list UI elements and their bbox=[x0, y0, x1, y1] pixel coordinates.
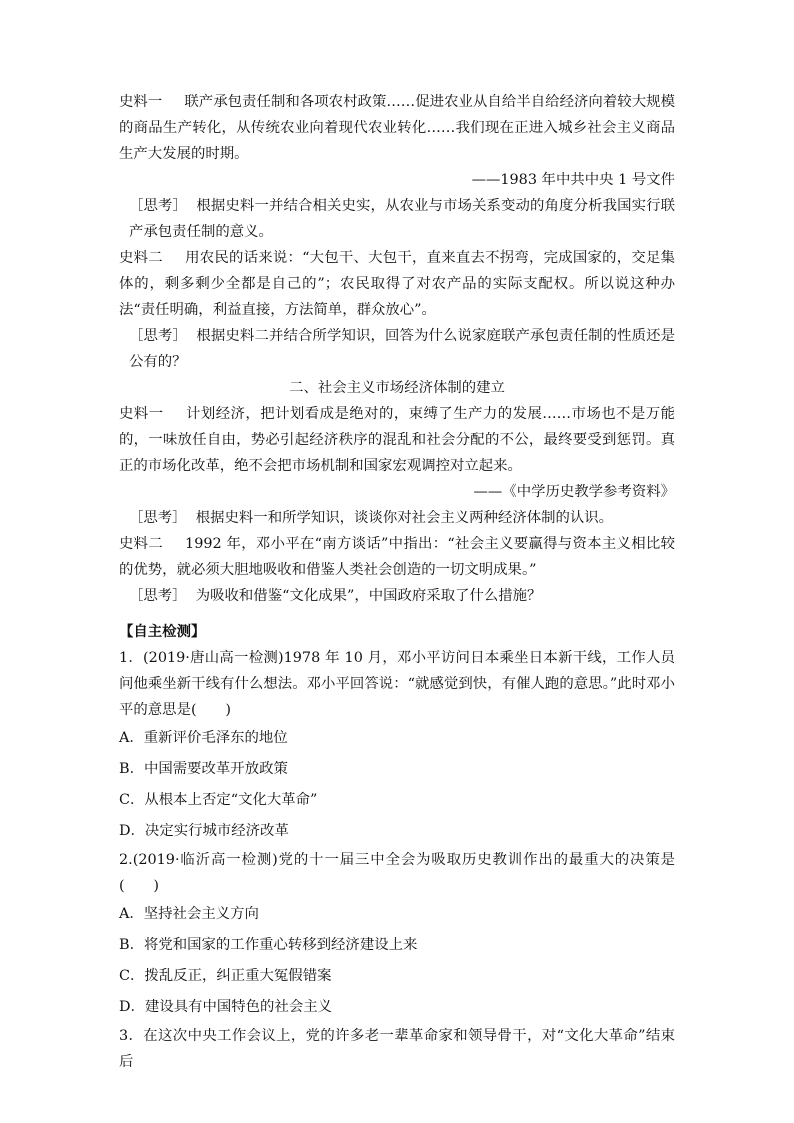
source-label: 史料一 bbox=[119, 406, 164, 422]
think-text: 根据史料一并结合相关史实，从农业与市场关系变动的角度分析我国实行联产承包责任制的意义。 bbox=[129, 198, 675, 240]
part2-source2 bbox=[119, 531, 675, 583]
part1-source1 bbox=[119, 89, 675, 167]
question-2-option-b[interactable]: B．将党和国家的工作重心转移到经济建设上来 bbox=[119, 937, 418, 953]
question-2-option-d[interactable]: D．建设具有中国特色的社会主义 bbox=[119, 999, 333, 1015]
question-1: 1．(2019·唐山高一检测)1978 年 10 月，邓小平访问日本乘坐日本新干线，工作人员问他乘坐新干线有什么想法。邓小平回答说：“就感觉到快，有催人跑的意思。”此时邓小平的意思是( ) bbox=[119, 650, 675, 718]
think-text: 为吸收和借鉴“文化成果”，中国政府采取了什么措施？ bbox=[195, 588, 542, 604]
part2-source1 bbox=[119, 401, 675, 479]
source-label: 史料二 bbox=[119, 250, 163, 266]
think-label: ［思考］ bbox=[129, 510, 187, 526]
section-heading: 二、社会主义市场经济体制的建立 bbox=[289, 380, 505, 396]
part1-think2 bbox=[119, 323, 675, 375]
source-text: 计划经济，把计划看成是绝对的，束缚了生产力的发展……市场也不是万能的，一味放任自由，势必引起经济秩序的混乱和社会分配的不公，最终要受到惩罚。真正的市场化改革，绝不会把市场机制和国家宏观调控对立起来。 bbox=[119, 406, 675, 474]
question-3: 3．在这次中央工作会议上，党的许多老一辈革命家和领导骨干，对“文化大革命”结束后 bbox=[119, 1028, 675, 1070]
think-text: 根据史料二并结合所学知识，回答为什么说家庭联产承包责任制的性质还是公有的？ bbox=[129, 328, 675, 370]
part1-source2 bbox=[119, 245, 675, 323]
question-2-option-a[interactable]: A．坚持社会主义方向 bbox=[119, 906, 259, 922]
source-label: 史料二 bbox=[119, 536, 164, 552]
source-label: 史料一 bbox=[119, 94, 163, 110]
part2-think2 bbox=[119, 583, 675, 609]
think-label: ［思考］ bbox=[129, 198, 188, 214]
question-1-option-d[interactable]: D．决定实行城市经济改革 bbox=[119, 823, 289, 839]
selfcheck-title: 【自主检测】 bbox=[119, 623, 206, 640]
think-label: ［思考］ bbox=[129, 328, 188, 344]
question-1-option-a[interactable]: A．重新评价毛泽东的地位 bbox=[119, 730, 288, 746]
think-text: 根据史料一和所学知识，谈谈你对社会主义两种经济体制的认识。 bbox=[195, 510, 614, 526]
source-text: 联产承包责任制和各项农村政策……促进农业从自给半自给经济向着较大规模的商品生产转化，从传统农业向着现代农业转化……我们现在正进入城乡社会主义商品生产大发展的时期。 bbox=[119, 94, 675, 162]
part2-think1 bbox=[119, 505, 675, 531]
think-label: ［思考］ bbox=[129, 588, 187, 604]
question-1-option-c[interactable]: C．从根本上否定“文化大革命” bbox=[119, 792, 318, 808]
source-text: 用农民的话来说：“大包干、大包干，直来直去不拐弯，完成国家的，交足集体的，剩多剩少全都是自己的”；农民取得了对农产品的实际支配权。所以说这种办法“责任明确，利益直接，方法简单，群众放心”。 bbox=[119, 250, 675, 318]
question-1-option-b[interactable]: B．中国需要改革开放政策 bbox=[119, 761, 288, 777]
part2-source1-citation: ——《中学历史教学参考资料》 bbox=[473, 484, 675, 500]
part1-source1-citation: ——1983 年中共中央 1 号文件 bbox=[471, 172, 675, 188]
source-text: 1992 年，邓小平在“南方谈话”中指出：“社会主义要赢得与资本主义相比较的优势，就必须大胆地吸收和借鉴人类社会创造的一切文明成果。” bbox=[119, 536, 675, 578]
question-2-option-c[interactable]: C．拨乱反正，纠正重大冤假错案 bbox=[119, 968, 332, 984]
question-2: 2.(2019·临沂高一检测)党的十一届三中全会为吸取历史教训作出的最重大的决策是( ) bbox=[119, 852, 675, 894]
document-page bbox=[119, 89, 675, 1075]
part1-think1 bbox=[119, 193, 675, 245]
